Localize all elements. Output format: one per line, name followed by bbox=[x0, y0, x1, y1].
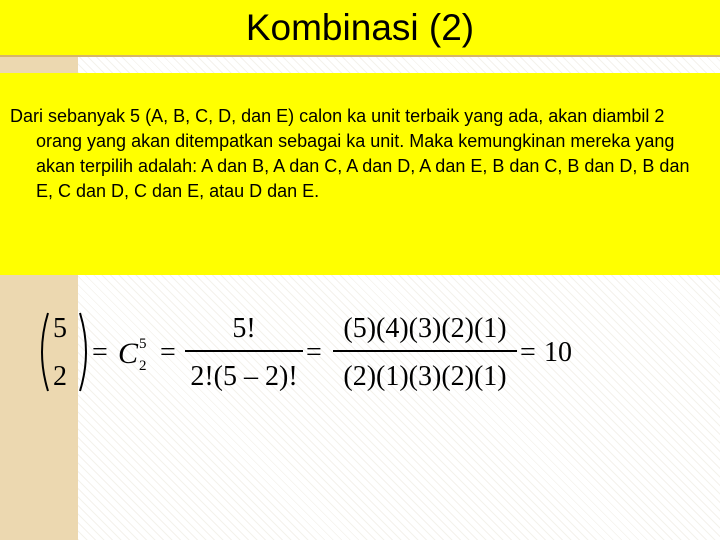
result-value: 10 bbox=[544, 337, 572, 368]
body-paragraph: Dari sebanyak 5 (A, B, C, D, dan E) calon ka unit terbaik yang ada, akan diambil 2 orang yang akan ditempatkan sebagai ka unit. Maka kemungkinan mereka yang akan terpilih adalah: A dan B, A dan C, A dan D, A dan E, B dan C, B dan D, B dan E, C dan D, C dan E, atau D dan E. bbox=[10, 106, 690, 201]
binom-bottom: 2 bbox=[53, 361, 67, 392]
combination-equation bbox=[0, 295, 720, 415]
binom-right-paren bbox=[80, 313, 86, 391]
body-text-block bbox=[10, 104, 710, 204]
c-letter: C bbox=[118, 337, 139, 370]
equals-4: = bbox=[520, 337, 536, 368]
equals-2: = bbox=[160, 337, 176, 368]
c-superscript: 5 bbox=[139, 336, 147, 352]
binom-left-paren bbox=[42, 313, 48, 391]
slide-title: Kombinasi (2) bbox=[245, 7, 475, 48]
binom-top: 5 bbox=[53, 313, 67, 344]
equals-3: = bbox=[306, 337, 322, 368]
equals-1: = bbox=[92, 337, 108, 368]
fraction2-numerator: (5)(4)(3)(2)(1) bbox=[343, 313, 507, 344]
fraction1-numerator: 5! bbox=[232, 313, 256, 344]
c-subscript: 2 bbox=[139, 358, 147, 374]
fraction1-denominator: 2!(5 – 2)! bbox=[190, 361, 298, 392]
fraction2-denominator: (2)(1)(3)(2)(1) bbox=[343, 361, 507, 392]
title-bar bbox=[0, 0, 720, 57]
